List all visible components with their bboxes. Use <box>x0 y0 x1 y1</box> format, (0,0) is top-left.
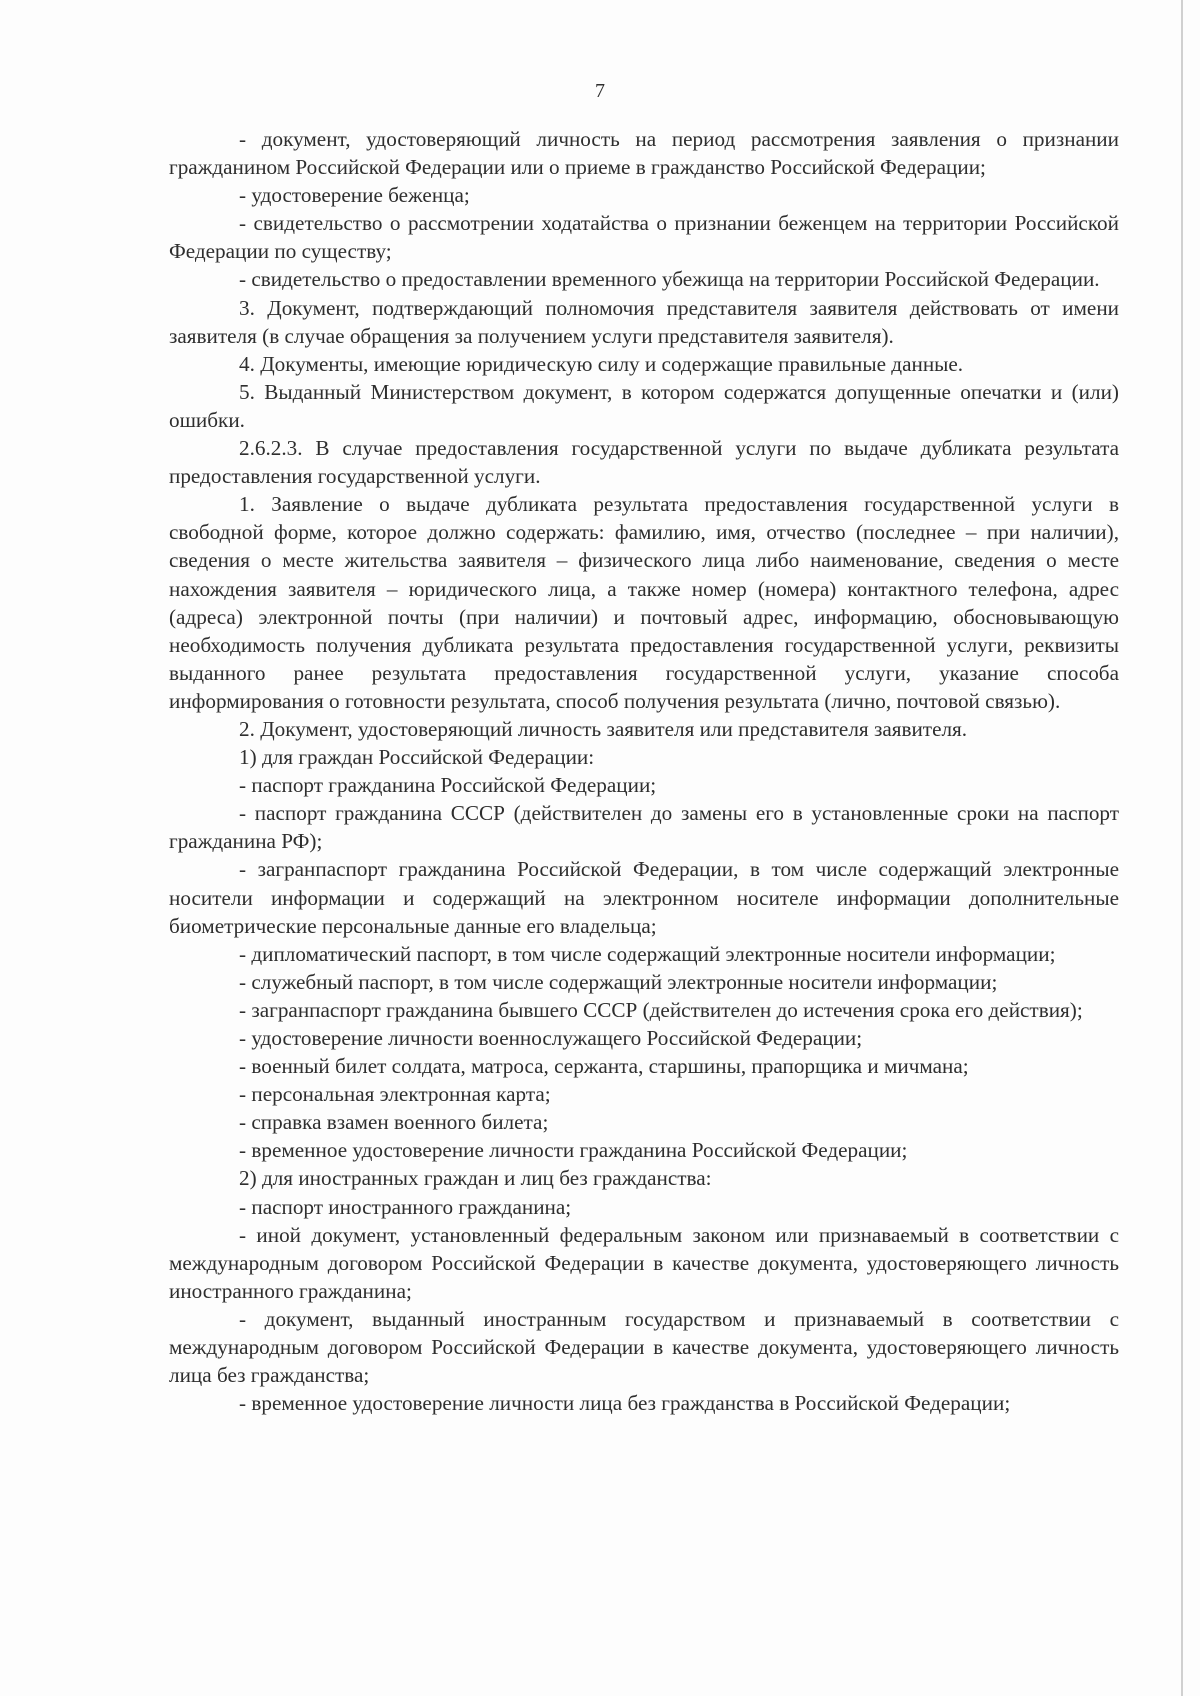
section-heading-paragraph: 2.6.2.3. В случае предоставления государственной услуги по выдаче дубликата результата предоставления государственной услуги. <box>169 436 1119 489</box>
list-item: - персональная электронная карта; <box>239 1082 551 1107</box>
list-item: - удостоверение личности военнослужащего Российской Федерации; <box>239 1026 863 1050</box>
paragraph: 2. Документ, удостоверяющий личность заявителя или представителя заявителя. <box>239 716 968 741</box>
list-heading: 1) для граждан Российской Федерации: <box>239 745 595 770</box>
list-item: - документ, выданный иностранным государством и признаваемый в соответствии с международным договором Российской Федерации в качестве документа, удостоверяющего личность лица без гражданства; <box>169 1306 1119 1388</box>
list-item: - справка взамен военного билета; <box>239 1110 549 1135</box>
paragraph: 4. Документы, имеющие юридическую силу и содержащие правильные данные. <box>239 351 964 376</box>
list-item: - паспорт иностранного гражданина; <box>239 1194 572 1219</box>
list-item: - военный билет солдата, матроса, сержанта, старшины, прапорщика и мичмана; <box>239 1054 969 1079</box>
paragraph: 3. Документ, подтверждающий полномочия представителя заявителя действовать от имени заявителя (в случае обращения за получением услуги представителя заявителя). <box>169 295 1119 348</box>
list-heading: 2) для иностранных граждан и лиц без гражданства: <box>239 1166 712 1191</box>
paragraph: - свидетельство о предоставлении временного убежища на территории Российской Федерации. <box>239 267 1100 292</box>
paragraph: 1. Заявление о выдаче дубликата результата предоставления государственной услуги в свободной форме, которое должно содержать: фамилию, имя, отчество (последнее – при наличии), сведения о месте жительства заявителя – физического лица либо наименование, сведения о месте нахождения заявителя – юридического лица, а также номер (номера) контактного телефона, адрес (адреса) электронной почты (при наличии) и почтовый адрес, информацию, обосновывающую необходимость получения дубликата результата предоставления государственной услуги, реквизиты выданного ранее результата предоставления государственной услуги, указание способа информирования о готовности результата, способ получения результата (лично, почтовой связью). <box>169 492 1119 713</box>
paragraph: - документ, удостоверяющий личность на период рассмотрения заявления о признании гражданином Российской Федерации или о приеме в гражданство Российской Федерации; <box>169 127 1119 180</box>
document-body <box>169 125 1119 1417</box>
list-item: - служебный паспорт, в том числе содержащий электронные носители информации; <box>239 969 998 994</box>
list-item: - паспорт гражданина СССР (действителен до замены его в установленные сроки на паспорт гражданина РФ); <box>169 801 1119 854</box>
list-item: - временное удостоверение личности лица без гражданства в Российской Федерации; <box>239 1391 1011 1416</box>
list-item: - временное удостоверение личности гражданина Российской Федерации; <box>239 1138 908 1163</box>
list-item: - иной документ, установленный федеральным законом или признаваемый в соответствии с международным договором Российской Федерации в качестве документа, удостоверяющего личность иностранного гражданина; <box>169 1222 1119 1303</box>
paragraph: - удостоверение беженца; <box>239 183 470 208</box>
paragraph: 5. Выданный Министерством документ, в котором содержатся допущенные опечатки и (или) ошибки. <box>169 379 1119 432</box>
page-number: 7 <box>595 80 605 102</box>
list-item: - загранпаспорт гражданина бывшего СССР (действителен до истечения срока его действия); <box>239 997 1083 1022</box>
paragraph: - свидетельство о рассмотрении ходатайства о признании беженцем на территории Российской Федерации по существу; <box>169 211 1119 264</box>
list-item: - паспорт гражданина Российской Федерации; <box>239 773 657 798</box>
list-item: - загранпаспорт гражданина Российской Федерации, в том числе содержащий электронные носители информации и содержащий на электронном носителе информации дополнительные биометрические персональные данные его владельца; <box>169 857 1119 938</box>
list-item: - дипломатический паспорт, в том числе содержащий электронные носители информации; <box>239 941 1056 966</box>
scan-edge-line <box>1181 0 1183 1696</box>
